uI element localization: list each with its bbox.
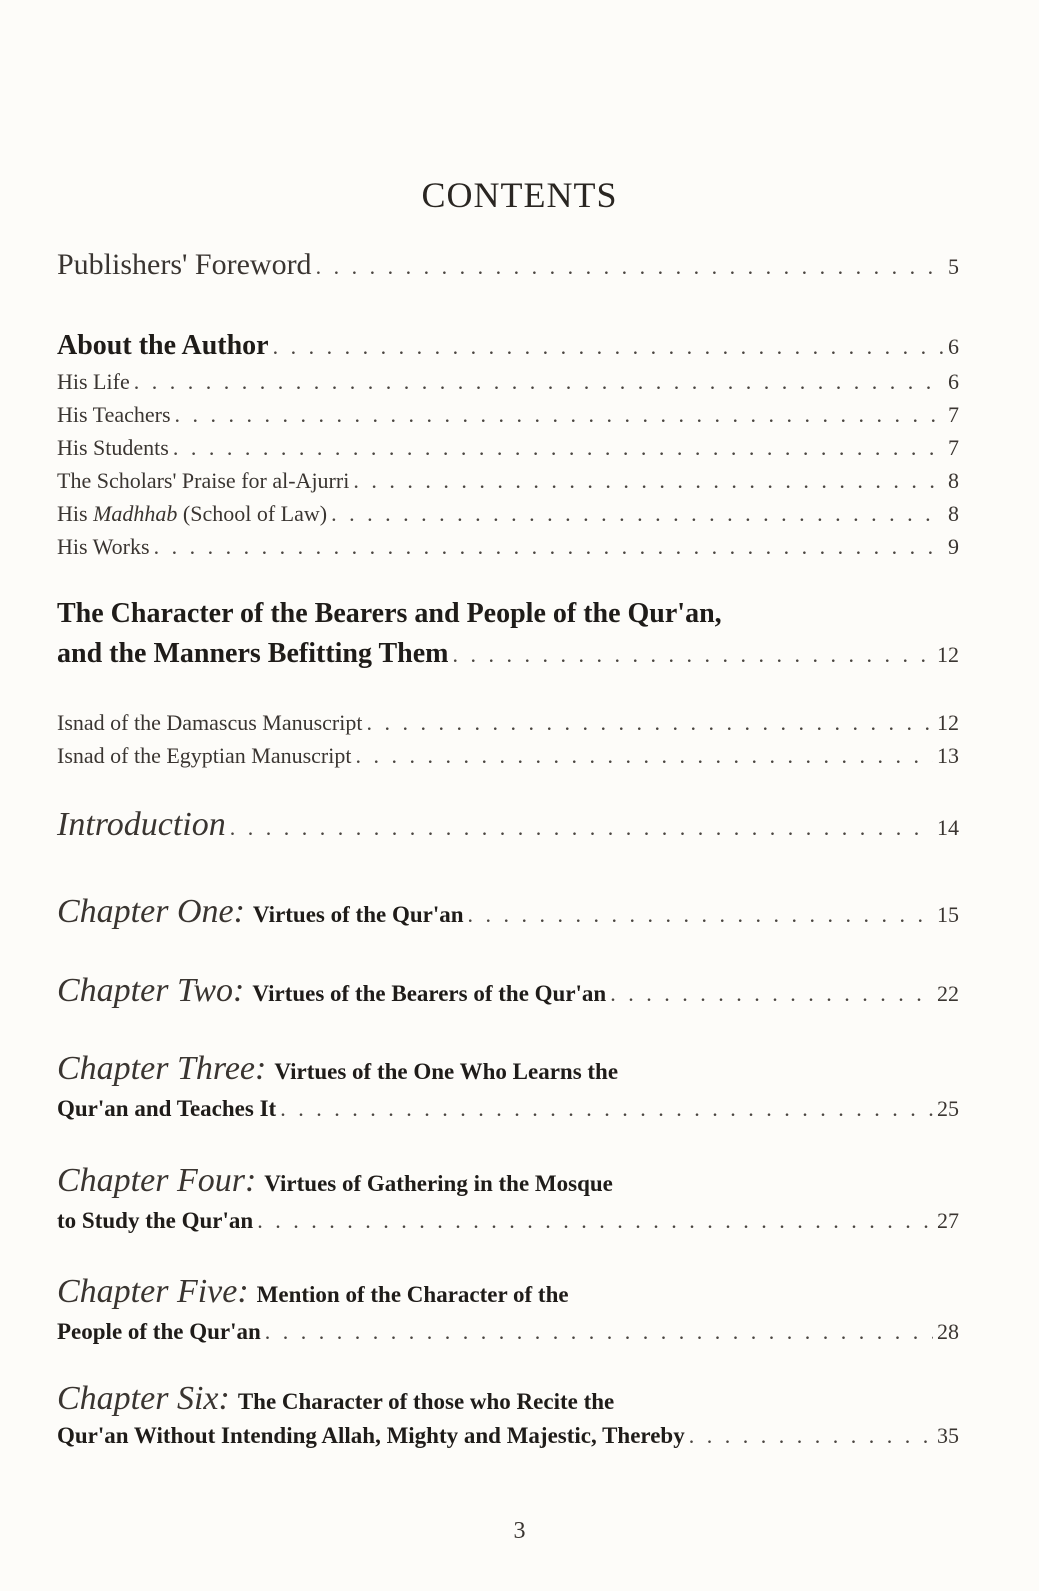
leader-dots <box>353 468 944 494</box>
leader-dots <box>453 642 934 668</box>
toc-entry-label: His Works <box>57 534 150 559</box>
toc-chapter-six-line1 <box>57 1380 614 1418</box>
leader-dots <box>134 369 944 395</box>
toc-entry-label: Isnad of the Egyptian Manuscript <box>57 743 352 768</box>
toc-page-number: 15 <box>937 902 959 927</box>
toc-entry-his-life[interactable] <box>57 369 959 395</box>
page-number: 3 <box>513 1518 526 1544</box>
toc-entry-label: The Scholars' Praise for al-Ajurri <box>57 468 350 493</box>
toc-page-number: 7 <box>948 402 959 427</box>
toc-section-heading-line1: The Character of the Bearers and People of the Qur'an, <box>57 598 722 629</box>
chapter-title: The Character of those who Recite the <box>237 1389 615 1414</box>
toc-entry-label: His Life <box>57 369 130 394</box>
toc-page-number: 5 <box>948 254 959 279</box>
toc-section-heading: About the Author <box>57 330 269 361</box>
chapter-title-cont: to Study the Qur'an <box>57 1208 254 1233</box>
toc-page-number: 22 <box>937 981 959 1006</box>
toc-entry-about-author[interactable] <box>57 330 959 362</box>
toc-entry-label: Introduction <box>57 806 226 843</box>
toc-entry-isnad-egyptian[interactable] <box>57 743 959 769</box>
toc-chapter-five-line1 <box>57 1273 569 1311</box>
chapter-title-cont: Qur'an and Teaches It <box>57 1096 277 1121</box>
leader-dots <box>356 743 934 769</box>
toc-page-number: 27 <box>937 1208 959 1233</box>
toc-entry-madhhab[interactable] <box>57 501 959 527</box>
label-italic: Madhhab <box>93 501 178 526</box>
leader-dots <box>257 1208 933 1234</box>
leader-dots <box>316 254 944 280</box>
toc-entry-foreword[interactable] <box>57 248 959 282</box>
leader-dots <box>331 501 944 527</box>
toc-entry-character[interactable] <box>57 638 959 670</box>
toc-entry-label <box>57 893 464 931</box>
toc-page-number: 12 <box>937 710 959 735</box>
chapter-number: Chapter Five: <box>57 1273 249 1310</box>
chapter-title: Mention of the Character of the <box>256 1282 569 1307</box>
label-prefix: His <box>57 501 94 526</box>
leader-dots <box>468 902 933 928</box>
chapter-number: Chapter Three: <box>57 1050 267 1087</box>
leader-dots <box>366 710 933 736</box>
toc-page-number: 35 <box>937 1423 959 1448</box>
toc-page-number: 8 <box>948 501 959 526</box>
toc-page-number: 7 <box>948 435 959 460</box>
toc-page-number: 6 <box>948 369 959 394</box>
chapter-title: Virtues of the One Who Learns the <box>274 1059 619 1084</box>
leader-dots <box>689 1423 933 1449</box>
toc-entry-chapter-four[interactable] <box>57 1208 959 1234</box>
toc-page-number: 9 <box>948 534 959 559</box>
toc-entry-label: Publishers' Foreword <box>57 248 312 281</box>
leader-dots <box>273 334 944 360</box>
toc-chapter-four-line1 <box>57 1162 613 1200</box>
toc-page-number: 14 <box>937 815 959 840</box>
chapter-title-cont: Qur'an Without Intending Allah, Mighty and Majestic, Thereby <box>57 1423 685 1448</box>
leader-dots <box>265 1319 933 1345</box>
toc-page-number: 8 <box>948 468 959 493</box>
leader-dots <box>175 402 944 428</box>
toc-entry-his-works[interactable] <box>57 534 959 560</box>
toc-entry-label <box>57 972 606 1010</box>
chapter-title: Virtues of Gathering in the Mosque <box>264 1171 613 1196</box>
toc-page-number: 28 <box>937 1319 959 1344</box>
toc-page-number: 13 <box>937 743 959 768</box>
chapter-number: Chapter One: <box>57 893 245 930</box>
page-title: CONTENTS <box>421 175 618 215</box>
toc-entry-chapter-two[interactable] <box>57 972 959 1010</box>
toc-page-number: 12 <box>937 642 959 667</box>
chapter-title: Virtues of the Qur'an <box>252 902 464 927</box>
toc-entry-chapter-three[interactable] <box>57 1096 959 1122</box>
label-suffix: (School of Law) <box>177 501 328 526</box>
leader-dots <box>230 815 933 841</box>
toc-page-number: 25 <box>937 1096 959 1121</box>
toc-entry-chapter-one[interactable] <box>57 893 959 931</box>
toc-chapter-three-line1 <box>57 1050 618 1088</box>
toc-entry-chapter-five[interactable] <box>57 1319 959 1345</box>
chapter-number: Chapter Six: <box>57 1380 230 1417</box>
toc-entry-label: His Teachers <box>57 402 171 427</box>
chapter-number: Chapter Two: <box>57 972 245 1009</box>
chapter-number: Chapter Four: <box>57 1162 257 1199</box>
leader-dots <box>280 1096 933 1122</box>
chapter-title-cont: People of the Qur'an <box>57 1319 261 1344</box>
toc-entry-label <box>57 501 327 527</box>
toc-entry-introduction[interactable] <box>57 806 959 844</box>
toc-section-heading-line2: and the Manners Befitting Them <box>57 638 449 669</box>
toc-entry-label: Isnad of the Damascus Manuscript <box>57 710 363 735</box>
toc-entry-his-students[interactable] <box>57 435 959 461</box>
chapter-title: Virtues of the Bearers of the Qur'an <box>252 981 607 1006</box>
toc-entry-label: His Students <box>57 435 169 460</box>
toc-entry-chapter-six[interactable] <box>57 1423 959 1449</box>
leader-dots <box>154 534 944 560</box>
toc-entry-his-teachers[interactable] <box>57 402 959 428</box>
leader-dots <box>610 981 933 1007</box>
toc-page-number: 6 <box>948 334 959 359</box>
leader-dots <box>173 435 944 461</box>
toc-entry-isnad-damascus[interactable] <box>57 710 959 736</box>
toc-entry-scholars-praise[interactable] <box>57 468 959 494</box>
